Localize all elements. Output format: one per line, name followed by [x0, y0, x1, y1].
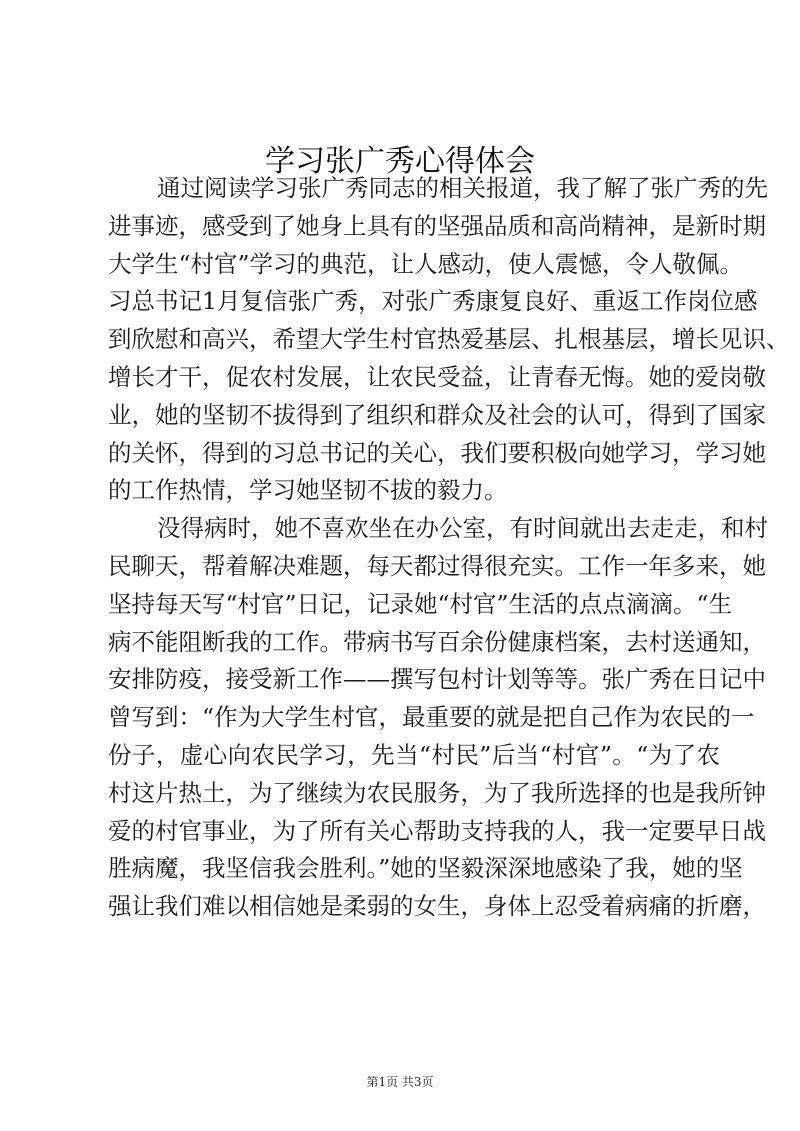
- text-line: 业，她的坚韧不拔得到了组织和群众及社会的认可，得到了国家: [108, 400, 766, 429]
- text-line: 进事迹，感受到了她身上具有的坚强品质和高尚精神，是新时期: [108, 211, 766, 240]
- text-line: 安排防疫，接受新工作——撰写包村计划等等。张广秀在日记中: [108, 665, 766, 694]
- text-line: 大学生“村官”学习的典范，让人感动，使人震憾，令人敬佩。: [108, 249, 744, 278]
- text-line: 习总书记1月复信张广秀，对张广秀康复良好、重返工作岗位感: [108, 287, 758, 316]
- text-line: 通过阅读学习张广秀同志的相关报道，我了解了张广秀的先: [157, 174, 768, 202]
- document-title: 学习张广秀心得体会: [265, 144, 535, 179]
- text-line: 的关怀，得到的习总书记的关心，我们要积极向她学习，学习她: [108, 438, 766, 467]
- text-line: 病不能阻断我的工作。带病书写百余份健康档案，去村送通知，: [108, 627, 766, 656]
- text-line: 增长才干，促农村发展，让农民受益，让青春无悔。她的爱岗敬: [108, 362, 766, 391]
- text-line: 份子，虚心向农民学习，先当“村民”后当“村官”。“为了农: [108, 740, 720, 769]
- page-footer: 第1页 共3页: [366, 1075, 434, 1089]
- text-line: 村这片热土，为了继续为农民服务，为了我所选择的也是我所钟: [108, 778, 766, 807]
- text-line: 曾写到：“作为大学生村官，最重要的就是把自己作为农民的一: [108, 703, 755, 732]
- text-line: 没得病时，她不喜欢坐在办公室，有时间就出去走走，和村: [157, 514, 768, 543]
- text-line: 到欣慰和高兴，希望大学生村官热爱基层、扎根基层，增长见识、: [108, 325, 790, 354]
- text-line: 民聊天，帮着解决难题，每天都过得很充实。工作一年多来，她: [108, 551, 766, 580]
- text-line: 强让我们难以相信她是柔弱的女生，身体上忍受着病痛的折磨，: [108, 892, 766, 921]
- paragraph-1: [108, 170, 790, 510]
- document-body: [108, 170, 790, 926]
- text-line: 的工作热情，学习她坚韧不拔的毅力。: [108, 476, 508, 505]
- paragraph-2: [108, 510, 768, 926]
- text-line: 胜病魔，我坚信我会胜利。”她的坚毅深深地感染了我，她的坚: [108, 854, 743, 883]
- text-line: 爱的村官事业，为了所有关心帮助支持我的人，我一定要早日战: [108, 816, 766, 845]
- text-line: 坚持每天写“村官”日记，记录她“村官”生活的点点滴滴。“生: [108, 589, 733, 618]
